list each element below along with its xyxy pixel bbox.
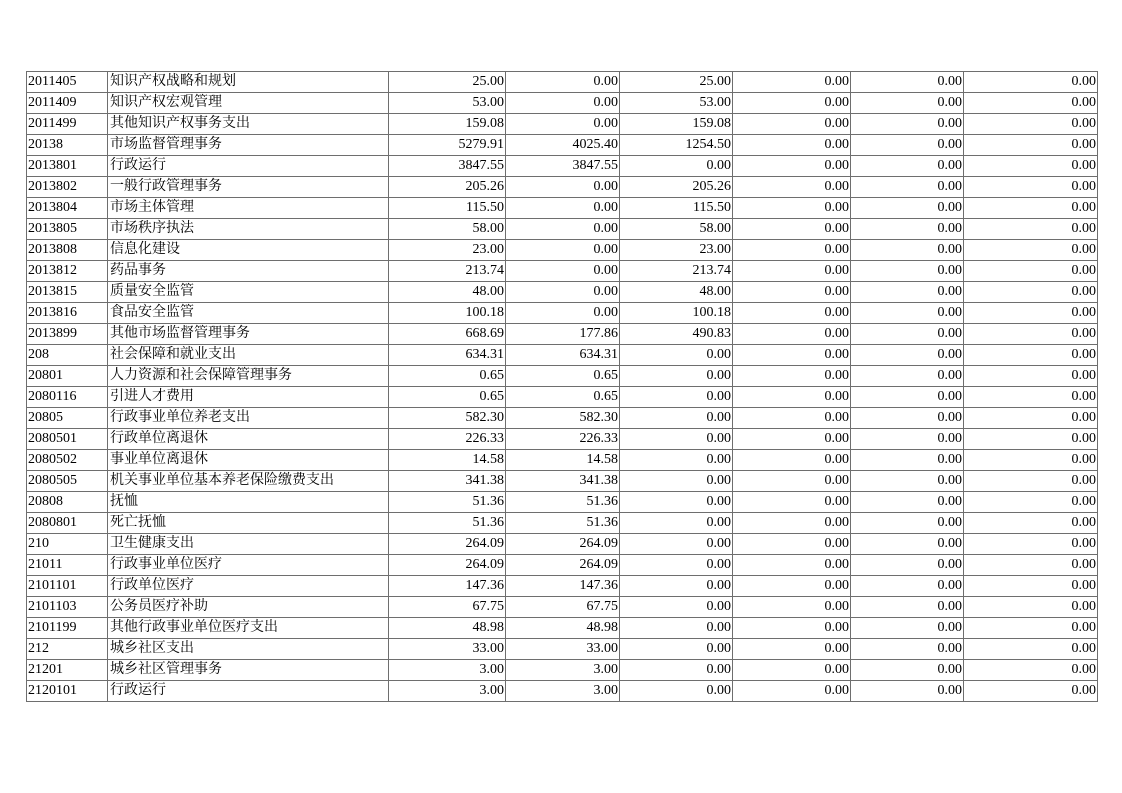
amount-cell-3: 0.00 — [620, 366, 733, 387]
subject-name-cell: 机关事业单位基本养老保险缴费支出 — [108, 471, 389, 492]
amount-cell-3: 23.00 — [620, 240, 733, 261]
amount-cell-2: 48.98 — [506, 618, 620, 639]
subject-code-cell: 2013816 — [27, 303, 108, 324]
amount-cell-6: 0.00 — [964, 219, 1098, 240]
amount-cell-3: 0.00 — [620, 639, 733, 660]
table-row — [27, 345, 1098, 366]
subject-name-cell: 市场监督管理事务 — [108, 135, 389, 156]
amount-cell-5: 0.00 — [851, 681, 964, 702]
amount-cell-4: 0.00 — [733, 429, 851, 450]
amount-cell-4: 0.00 — [733, 555, 851, 576]
table-row — [27, 114, 1098, 135]
subject-name-cell: 死亡抚恤 — [108, 513, 389, 534]
amount-cell-6: 0.00 — [964, 639, 1098, 660]
amount-cell-6: 0.00 — [964, 660, 1098, 681]
subject-code-cell: 2013808 — [27, 240, 108, 261]
amount-cell-2: 0.00 — [506, 240, 620, 261]
table-row — [27, 597, 1098, 618]
amount-cell-3: 0.00 — [620, 429, 733, 450]
subject-code-cell: 21011 — [27, 555, 108, 576]
amount-cell-2: 4025.40 — [506, 135, 620, 156]
amount-cell-1: 100.18 — [389, 303, 506, 324]
amount-cell-6: 0.00 — [964, 324, 1098, 345]
amount-cell-1: 25.00 — [389, 72, 506, 93]
amount-cell-3: 205.26 — [620, 177, 733, 198]
table-row — [27, 576, 1098, 597]
amount-cell-1: 159.08 — [389, 114, 506, 135]
amount-cell-3: 0.00 — [620, 408, 733, 429]
subject-code-cell: 2080505 — [27, 471, 108, 492]
amount-cell-3: 0.00 — [620, 576, 733, 597]
table-row — [27, 198, 1098, 219]
amount-cell-6: 0.00 — [964, 513, 1098, 534]
amount-cell-5: 0.00 — [851, 366, 964, 387]
subject-name-cell: 卫生健康支出 — [108, 534, 389, 555]
amount-cell-4: 0.00 — [733, 660, 851, 681]
amount-cell-3: 159.08 — [620, 114, 733, 135]
amount-cell-5: 0.00 — [851, 114, 964, 135]
table-row — [27, 387, 1098, 408]
amount-cell-4: 0.00 — [733, 513, 851, 534]
amount-cell-1: 264.09 — [389, 555, 506, 576]
amount-cell-6: 0.00 — [964, 492, 1098, 513]
subject-name-cell: 其他市场监督管理事务 — [108, 324, 389, 345]
amount-cell-6: 0.00 — [964, 429, 1098, 450]
amount-cell-6: 0.00 — [964, 555, 1098, 576]
amount-cell-3: 0.00 — [620, 387, 733, 408]
subject-code-cell: 20138 — [27, 135, 108, 156]
amount-cell-6: 0.00 — [964, 177, 1098, 198]
amount-cell-5: 0.00 — [851, 177, 964, 198]
table-row — [27, 471, 1098, 492]
amount-cell-6: 0.00 — [964, 534, 1098, 555]
amount-cell-5: 0.00 — [851, 597, 964, 618]
amount-cell-1: 582.30 — [389, 408, 506, 429]
subject-code-cell: 2011499 — [27, 114, 108, 135]
amount-cell-4: 0.00 — [733, 681, 851, 702]
amount-cell-4: 0.00 — [733, 72, 851, 93]
amount-cell-3: 0.00 — [620, 597, 733, 618]
amount-cell-6: 0.00 — [964, 597, 1098, 618]
table-row — [27, 261, 1098, 282]
amount-cell-3: 115.50 — [620, 198, 733, 219]
amount-cell-1: 51.36 — [389, 492, 506, 513]
amount-cell-1: 115.50 — [389, 198, 506, 219]
amount-cell-2: 0.00 — [506, 219, 620, 240]
amount-cell-4: 0.00 — [733, 261, 851, 282]
amount-cell-6: 0.00 — [964, 72, 1098, 93]
subject-name-cell: 引进人才费用 — [108, 387, 389, 408]
amount-cell-5: 0.00 — [851, 660, 964, 681]
subject-name-cell: 社会保障和就业支出 — [108, 345, 389, 366]
subject-name-cell: 行政运行 — [108, 156, 389, 177]
amount-cell-1: 67.75 — [389, 597, 506, 618]
subject-name-cell: 市场秩序执法 — [108, 219, 389, 240]
amount-cell-4: 0.00 — [733, 450, 851, 471]
subject-code-cell: 2120101 — [27, 681, 108, 702]
amount-cell-4: 0.00 — [733, 597, 851, 618]
amount-cell-2: 0.00 — [506, 303, 620, 324]
amount-cell-4: 0.00 — [733, 639, 851, 660]
amount-cell-5: 0.00 — [851, 282, 964, 303]
subject-name-cell: 质量安全监管 — [108, 282, 389, 303]
amount-cell-4: 0.00 — [733, 576, 851, 597]
subject-code-cell: 2013815 — [27, 282, 108, 303]
subject-name-cell: 行政单位离退休 — [108, 429, 389, 450]
amount-cell-1: 5279.91 — [389, 135, 506, 156]
amount-cell-4: 0.00 — [733, 387, 851, 408]
amount-cell-4: 0.00 — [733, 534, 851, 555]
amount-cell-3: 25.00 — [620, 72, 733, 93]
amount-cell-1: 53.00 — [389, 93, 506, 114]
amount-cell-6: 0.00 — [964, 387, 1098, 408]
amount-cell-6: 0.00 — [964, 408, 1098, 429]
table-row — [27, 135, 1098, 156]
subject-code-cell: 208 — [27, 345, 108, 366]
subject-name-cell: 人力资源和社会保障管理事务 — [108, 366, 389, 387]
amount-cell-1: 33.00 — [389, 639, 506, 660]
amount-cell-5: 0.00 — [851, 492, 964, 513]
amount-cell-3: 213.74 — [620, 261, 733, 282]
amount-cell-5: 0.00 — [851, 135, 964, 156]
subject-name-cell: 城乡社区管理事务 — [108, 660, 389, 681]
amount-cell-6: 0.00 — [964, 345, 1098, 366]
amount-cell-3: 0.00 — [620, 345, 733, 366]
subject-code-cell: 20808 — [27, 492, 108, 513]
table-row — [27, 660, 1098, 681]
amount-cell-6: 0.00 — [964, 282, 1098, 303]
amount-cell-4: 0.00 — [733, 135, 851, 156]
amount-cell-4: 0.00 — [733, 492, 851, 513]
subject-name-cell: 行政事业单位养老支出 — [108, 408, 389, 429]
expenditure-table — [26, 71, 1098, 702]
amount-cell-5: 0.00 — [851, 471, 964, 492]
amount-cell-1: 668.69 — [389, 324, 506, 345]
subject-code-cell: 2101101 — [27, 576, 108, 597]
amount-cell-1: 634.31 — [389, 345, 506, 366]
amount-cell-2: 3847.55 — [506, 156, 620, 177]
amount-cell-2: 14.58 — [506, 450, 620, 471]
amount-cell-5: 0.00 — [851, 618, 964, 639]
amount-cell-5: 0.00 — [851, 513, 964, 534]
subject-code-cell: 2013802 — [27, 177, 108, 198]
amount-cell-1: 23.00 — [389, 240, 506, 261]
amount-cell-4: 0.00 — [733, 324, 851, 345]
subject-code-cell: 2101199 — [27, 618, 108, 639]
amount-cell-1: 147.36 — [389, 576, 506, 597]
amount-cell-5: 0.00 — [851, 198, 964, 219]
amount-cell-5: 0.00 — [851, 534, 964, 555]
subject-code-cell: 20801 — [27, 366, 108, 387]
amount-cell-6: 0.00 — [964, 471, 1098, 492]
subject-code-cell: 2080501 — [27, 429, 108, 450]
subject-code-cell: 2080801 — [27, 513, 108, 534]
amount-cell-1: 51.36 — [389, 513, 506, 534]
amount-cell-2: 0.65 — [506, 387, 620, 408]
amount-cell-2: 147.36 — [506, 576, 620, 597]
subject-name-cell: 食品安全监管 — [108, 303, 389, 324]
amount-cell-2: 33.00 — [506, 639, 620, 660]
amount-cell-5: 0.00 — [851, 219, 964, 240]
table-row — [27, 492, 1098, 513]
amount-cell-5: 0.00 — [851, 387, 964, 408]
amount-cell-3: 53.00 — [620, 93, 733, 114]
table-row — [27, 639, 1098, 660]
amount-cell-4: 0.00 — [733, 198, 851, 219]
table-row — [27, 555, 1098, 576]
amount-cell-2: 226.33 — [506, 429, 620, 450]
amount-cell-5: 0.00 — [851, 345, 964, 366]
amount-cell-2: 0.00 — [506, 198, 620, 219]
amount-cell-5: 0.00 — [851, 303, 964, 324]
amount-cell-3: 0.00 — [620, 555, 733, 576]
amount-cell-3: 1254.50 — [620, 135, 733, 156]
amount-cell-1: 213.74 — [389, 261, 506, 282]
amount-cell-6: 0.00 — [964, 198, 1098, 219]
subject-code-cell: 2013899 — [27, 324, 108, 345]
amount-cell-5: 0.00 — [851, 93, 964, 114]
table-row — [27, 534, 1098, 555]
subject-name-cell: 市场主体管理 — [108, 198, 389, 219]
amount-cell-2: 0.00 — [506, 114, 620, 135]
amount-cell-2: 582.30 — [506, 408, 620, 429]
amount-cell-3: 0.00 — [620, 618, 733, 639]
table-row — [27, 618, 1098, 639]
amount-cell-6: 0.00 — [964, 576, 1098, 597]
subject-name-cell: 城乡社区支出 — [108, 639, 389, 660]
amount-cell-3: 0.00 — [620, 156, 733, 177]
table-row — [27, 93, 1098, 114]
table-row — [27, 681, 1098, 702]
amount-cell-1: 226.33 — [389, 429, 506, 450]
amount-cell-4: 0.00 — [733, 303, 851, 324]
amount-cell-6: 0.00 — [964, 93, 1098, 114]
amount-cell-4: 0.00 — [733, 177, 851, 198]
table-body — [27, 72, 1098, 702]
subject-code-cell: 20805 — [27, 408, 108, 429]
amount-cell-2: 177.86 — [506, 324, 620, 345]
amount-cell-3: 0.00 — [620, 660, 733, 681]
amount-cell-6: 0.00 — [964, 618, 1098, 639]
amount-cell-6: 0.00 — [964, 156, 1098, 177]
subject-code-cell: 2011405 — [27, 72, 108, 93]
amount-cell-5: 0.00 — [851, 240, 964, 261]
subject-name-cell: 知识产权战略和规划 — [108, 72, 389, 93]
amount-cell-6: 0.00 — [964, 303, 1098, 324]
amount-cell-2: 0.00 — [506, 72, 620, 93]
subject-name-cell: 事业单位离退休 — [108, 450, 389, 471]
subject-code-cell: 2013805 — [27, 219, 108, 240]
amount-cell-1: 3847.55 — [389, 156, 506, 177]
table-row — [27, 72, 1098, 93]
amount-cell-2: 0.00 — [506, 282, 620, 303]
amount-cell-3: 0.00 — [620, 450, 733, 471]
amount-cell-2: 67.75 — [506, 597, 620, 618]
amount-cell-4: 0.00 — [733, 219, 851, 240]
amount-cell-4: 0.00 — [733, 408, 851, 429]
amount-cell-2: 264.09 — [506, 534, 620, 555]
table-row — [27, 282, 1098, 303]
amount-cell-2: 3.00 — [506, 660, 620, 681]
amount-cell-2: 634.31 — [506, 345, 620, 366]
amount-cell-4: 0.00 — [733, 618, 851, 639]
table-row — [27, 219, 1098, 240]
subject-name-cell: 其他知识产权事务支出 — [108, 114, 389, 135]
amount-cell-4: 0.00 — [733, 114, 851, 135]
amount-cell-1: 14.58 — [389, 450, 506, 471]
table-row — [27, 240, 1098, 261]
amount-cell-2: 341.38 — [506, 471, 620, 492]
amount-cell-5: 0.00 — [851, 576, 964, 597]
amount-cell-5: 0.00 — [851, 324, 964, 345]
amount-cell-1: 58.00 — [389, 219, 506, 240]
table-row — [27, 324, 1098, 345]
table-row — [27, 513, 1098, 534]
amount-cell-2: 0.00 — [506, 93, 620, 114]
amount-cell-5: 0.00 — [851, 429, 964, 450]
amount-cell-3: 100.18 — [620, 303, 733, 324]
subject-code-cell: 2080116 — [27, 387, 108, 408]
amount-cell-3: 48.00 — [620, 282, 733, 303]
amount-cell-4: 0.00 — [733, 93, 851, 114]
amount-cell-2: 0.00 — [506, 177, 620, 198]
amount-cell-4: 0.00 — [733, 345, 851, 366]
amount-cell-5: 0.00 — [851, 450, 964, 471]
amount-cell-3: 0.00 — [620, 534, 733, 555]
amount-cell-4: 0.00 — [733, 366, 851, 387]
amount-cell-1: 3.00 — [389, 660, 506, 681]
amount-cell-3: 0.00 — [620, 513, 733, 534]
subject-name-cell: 公务员医疗补助 — [108, 597, 389, 618]
subject-code-cell: 2011409 — [27, 93, 108, 114]
table-row — [27, 429, 1098, 450]
amount-cell-1: 205.26 — [389, 177, 506, 198]
subject-code-cell: 210 — [27, 534, 108, 555]
subject-code-cell: 2080502 — [27, 450, 108, 471]
amount-cell-2: 51.36 — [506, 513, 620, 534]
amount-cell-4: 0.00 — [733, 156, 851, 177]
amount-cell-6: 0.00 — [964, 240, 1098, 261]
amount-cell-5: 0.00 — [851, 555, 964, 576]
subject-name-cell: 信息化建设 — [108, 240, 389, 261]
table-row — [27, 408, 1098, 429]
amount-cell-3: 490.83 — [620, 324, 733, 345]
amount-cell-1: 3.00 — [389, 681, 506, 702]
amount-cell-1: 0.65 — [389, 387, 506, 408]
amount-cell-6: 0.00 — [964, 681, 1098, 702]
table-row — [27, 366, 1098, 387]
subject-name-cell: 一般行政管理事务 — [108, 177, 389, 198]
subject-name-cell: 知识产权宏观管理 — [108, 93, 389, 114]
table-row — [27, 177, 1098, 198]
amount-cell-4: 0.00 — [733, 282, 851, 303]
amount-cell-1: 264.09 — [389, 534, 506, 555]
amount-cell-3: 0.00 — [620, 471, 733, 492]
subject-code-cell: 2101103 — [27, 597, 108, 618]
table-row — [27, 156, 1098, 177]
subject-name-cell: 其他行政事业单位医疗支出 — [108, 618, 389, 639]
expenditure-table-container — [26, 71, 1098, 702]
amount-cell-3: 58.00 — [620, 219, 733, 240]
amount-cell-2: 3.00 — [506, 681, 620, 702]
amount-cell-1: 48.00 — [389, 282, 506, 303]
subject-code-cell: 212 — [27, 639, 108, 660]
amount-cell-3: 0.00 — [620, 681, 733, 702]
amount-cell-5: 0.00 — [851, 639, 964, 660]
amount-cell-2: 0.65 — [506, 366, 620, 387]
subject-name-cell: 行政单位医疗 — [108, 576, 389, 597]
amount-cell-3: 0.00 — [620, 492, 733, 513]
subject-name-cell: 抚恤 — [108, 492, 389, 513]
amount-cell-5: 0.00 — [851, 261, 964, 282]
table-row — [27, 450, 1098, 471]
amount-cell-6: 0.00 — [964, 450, 1098, 471]
subject-name-cell: 行政运行 — [108, 681, 389, 702]
amount-cell-6: 0.00 — [964, 261, 1098, 282]
amount-cell-4: 0.00 — [733, 471, 851, 492]
amount-cell-4: 0.00 — [733, 240, 851, 261]
amount-cell-5: 0.00 — [851, 156, 964, 177]
amount-cell-2: 0.00 — [506, 261, 620, 282]
subject-code-cell: 21201 — [27, 660, 108, 681]
subject-name-cell: 行政事业单位医疗 — [108, 555, 389, 576]
amount-cell-1: 48.98 — [389, 618, 506, 639]
amount-cell-5: 0.00 — [851, 408, 964, 429]
amount-cell-1: 341.38 — [389, 471, 506, 492]
amount-cell-2: 264.09 — [506, 555, 620, 576]
amount-cell-1: 0.65 — [389, 366, 506, 387]
amount-cell-2: 51.36 — [506, 492, 620, 513]
subject-code-cell: 2013804 — [27, 198, 108, 219]
subject-code-cell: 2013801 — [27, 156, 108, 177]
amount-cell-6: 0.00 — [964, 366, 1098, 387]
subject-code-cell: 2013812 — [27, 261, 108, 282]
subject-name-cell: 药品事务 — [108, 261, 389, 282]
amount-cell-6: 0.00 — [964, 114, 1098, 135]
table-row — [27, 303, 1098, 324]
amount-cell-6: 0.00 — [964, 135, 1098, 156]
amount-cell-5: 0.00 — [851, 72, 964, 93]
